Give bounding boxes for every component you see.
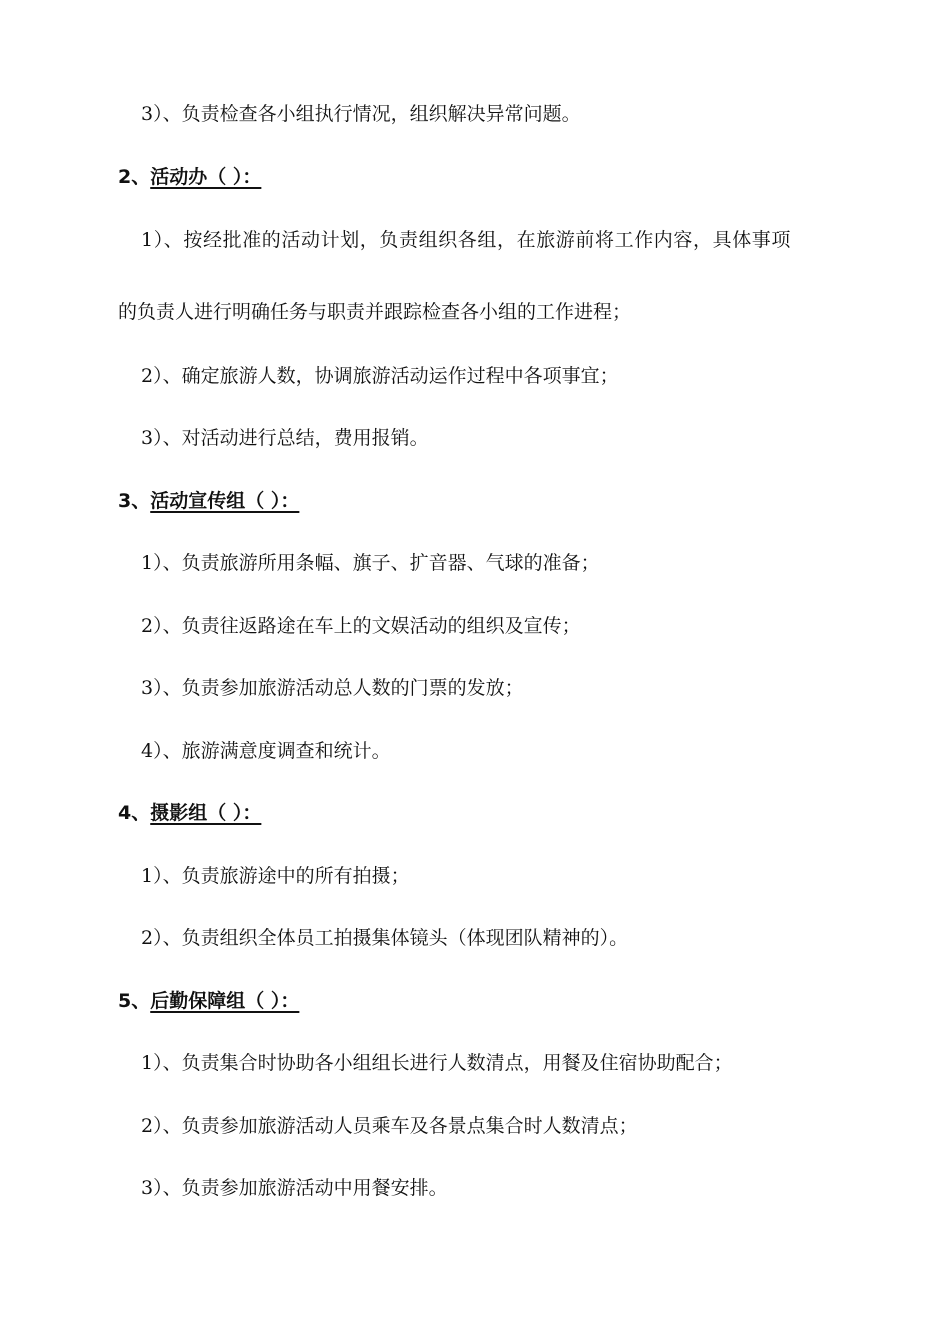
paragraph-line: 的负责人进行明确任务与职责并跟踪检查各小组的工作进程； <box>118 301 632 323</box>
section-title: 活动宣传组（ ）： <box>150 490 300 512</box>
paragraph-line: 3）、负责检查各小组执行情况，组织解决异常问题。 <box>141 103 581 125</box>
paragraph-line: 2）、确定旅游人数，协调旅游活动运作过程中各项事宜； <box>141 365 619 387</box>
section-heading-2 <box>118 163 261 191</box>
paragraph-line: 3）、对活动进行总结，费用报销。 <box>141 427 429 449</box>
section-number: 4、 <box>118 802 151 824</box>
paragraph-line: 2）、负责组织全体员工拍摄集体镜头（体现团队精神的）。 <box>141 927 629 949</box>
paragraph-line: 1）、负责旅游途中的所有拍摄； <box>141 865 410 887</box>
paragraph-line: 4）、旅游满意度调查和统计。 <box>141 740 391 762</box>
section-heading-4 <box>118 799 261 827</box>
paragraph-line: 1）、按经批准的活动计划，负责组织各组，在旅游前将工作内容，具体事项 <box>141 229 791 251</box>
section-number: 5、 <box>118 990 151 1012</box>
paragraph-line: 3）、负责参加旅游活动中用餐安排。 <box>141 1177 448 1199</box>
paragraph-line: 1）、负责集合时协助各小组组长进行人数清点，用餐及住宿协助配合； <box>141 1052 733 1074</box>
paragraph-line: 2）、负责往返路途在车上的文娱活动的组织及宣传； <box>141 615 581 637</box>
paragraph-line: 3）、负责参加旅游活动总人数的门票的发放； <box>141 677 524 699</box>
section-number: 2、 <box>118 166 151 188</box>
section-title: 后勤保障组（ ）： <box>150 990 300 1012</box>
paragraph-line: 1）、负责旅游所用条幅、旗子、扩音器、气球的准备； <box>141 552 600 574</box>
section-heading-3 <box>118 487 299 515</box>
section-title: 摄影组（ ）： <box>150 802 262 824</box>
paragraph-line: 2）、负责参加旅游活动人员乘车及各景点集合时人数清点； <box>141 1115 638 1137</box>
section-title: 活动办（ ）： <box>150 166 262 188</box>
section-heading-5 <box>118 987 299 1015</box>
section-number: 3、 <box>118 490 151 512</box>
